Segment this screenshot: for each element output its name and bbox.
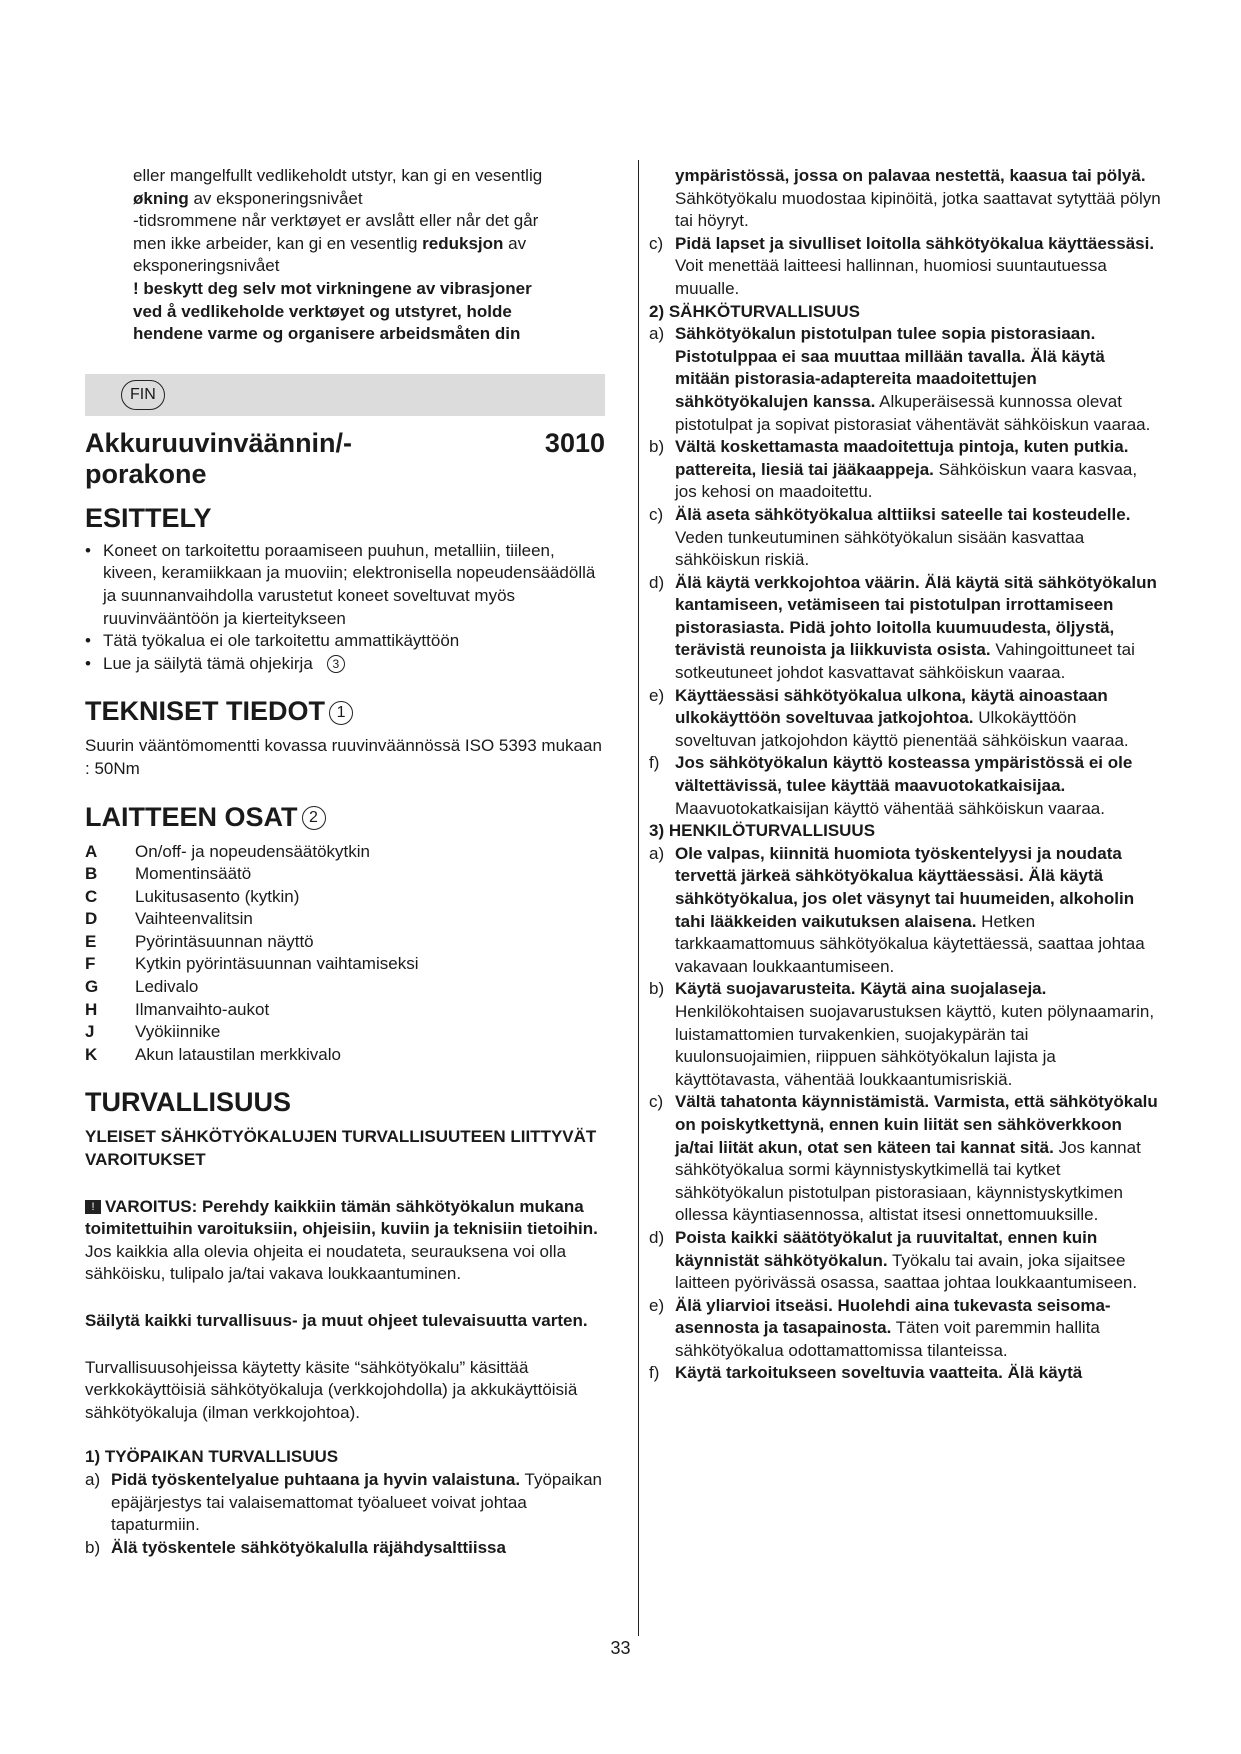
item-rest: Maavuotokatkaisijan käyttö vähentää sähköiskun vaaraa.: [675, 798, 1105, 818]
part-text: Ledivalo: [135, 977, 199, 997]
esittely-heading: ESITTELY: [85, 502, 212, 533]
product-title-row: [85, 428, 605, 490]
vibration-warning-line: ! beskytt deg selv mot virkningene av vibrasjoner: [133, 278, 532, 298]
item-label: f): [649, 753, 660, 773]
osat-heading: [85, 801, 605, 833]
item-bold: Käytä suojavarusteita. Käytä aina suojalaseja.: [675, 979, 1047, 999]
intro-bold: reduksjon: [422, 233, 504, 253]
item-bold: Vältä tahatonta käynnistämistä. Varmista, että sähkötyökalu on poiskytkettynä, ennen kuin liität sen sähköverkkoon ja/tai liität akun, otat sen käteen tai kannat sitä.: [675, 1092, 1158, 1157]
figure-ref-1: 1: [329, 701, 353, 725]
column-divider: [638, 160, 639, 1636]
item-text: [675, 572, 1161, 685]
part-letter: H: [85, 999, 98, 1019]
intro-line: [133, 210, 605, 233]
item-label: c): [649, 1092, 664, 1112]
item-rest: Sähköiskun vaara kasvaa, jos kehosi on maadoitettu.: [675, 459, 1138, 502]
part-row: [85, 886, 605, 909]
intro-bold: økning: [133, 188, 189, 208]
list-item-text: Lue ja säilytä tämä ohjekirja: [103, 653, 313, 673]
intro-text: eksponeringsnivået: [133, 256, 280, 276]
item-rest: Voit menettää laitteesi hallinnan, huomiosi suuntautuessa muualle.: [675, 256, 1107, 298]
part-text: Vaihteenvalitsin: [135, 909, 253, 929]
item-label: d): [649, 1227, 665, 1247]
item-label: f): [649, 1363, 660, 1383]
item-text: [675, 165, 1161, 233]
item-bold: Älä työskentele sähkötyökalulla räjähdysalttiissa: [111, 1537, 506, 1557]
item-rest: Henkilökohtaisen suojavarustuksen käyttö, kuten pölynaamarin, luistamattomien turvakenkien, suojakypärän tai kuulonsuojaimien, riippuen sähkötyökalun lajista ja käyttötavasta, vähentää loukkaantumisriskiä.: [675, 1001, 1155, 1089]
varoitus-text: Jos kaikkia alla olevia ohjeita ei noudateta, seurauksena voi olla sähköisku, tulipalo ja/tai vakava loukkaantuminen.: [85, 1241, 567, 1284]
item-text: [675, 1295, 1161, 1363]
part-letter: K: [85, 1044, 98, 1064]
item-rest: Vahingoittuneet tai sotkeutuneet johdot kasvattavat sähköiskun vaaraa.: [675, 640, 1135, 683]
list-item: [649, 685, 1161, 753]
item-bold: Käyttäessäsi sähkötyökalua ulkona, käytä ainoastaan ulkokäyttöön soveltuvaa jatkojohtoa.: [675, 685, 1108, 728]
part-letter: C: [85, 886, 98, 906]
part-row: [85, 863, 605, 886]
part-text: Akun lataustilan merkkivalo: [135, 1044, 341, 1064]
part-letter: A: [85, 841, 98, 861]
item-bold: Älä yliarvioi itseäsi. Huolehdi aina tukevasta seisoma-asennosta ja tasapainosta.: [675, 1295, 1111, 1338]
part-row: [85, 976, 605, 999]
part-text: Kytkin pyörintäsuunnan vaihtamiseksi: [135, 954, 419, 974]
item-bold: Poista kaikki säätötyökalut ja ruuvitaltat, ennen kuin käynnistät sähkötyökalun.: [675, 1227, 1098, 1270]
item-text: [111, 1537, 605, 1560]
item-label: b): [649, 979, 665, 999]
intro-text: av eksponeringsnivået: [188, 188, 363, 208]
item-label: a): [649, 843, 665, 863]
item-rest: Hetken tarkkaamattomuus sähkötyökalua käytettäessä, saattaa johtaa vakavaan loukkaantumiseen.: [675, 911, 1145, 976]
model-number: 3010: [544, 427, 605, 458]
part-letter: J: [85, 1022, 95, 1042]
list-item: [649, 1295, 1161, 1363]
item-bold: Jos sähkötyökalun käyttö kosteassa ympäristössä ei ole vältettävissä, tulee käyttää maavuotokatkaisijaa.: [675, 753, 1133, 796]
intro-text: -tidsrommene når verktøyet er avslått eller når det går: [133, 211, 539, 231]
list-item: [649, 572, 1161, 685]
list-item: • Tätä työkalua ei ole tarkoitettu ammattikäyttöön: [85, 630, 605, 653]
part-row: [85, 908, 605, 931]
list-item: [649, 1091, 1161, 1227]
tekniset-text: Suurin vääntömomentti kovassa ruuvinväännössä ISO 5393 mukaan : 50Nm: [85, 736, 602, 778]
item-rest: Sähkötyökalu muodostaa kipinöitä, jotka saattavat sytyttää pölyn tai höyryt.: [675, 188, 1161, 231]
item-text: [675, 752, 1161, 820]
intro-line: [133, 233, 605, 256]
page-number: 33: [610, 1638, 631, 1658]
part-text: Ilmanvaihto-aukot: [135, 999, 270, 1019]
list-item: [85, 1469, 605, 1537]
part-row: [85, 931, 605, 954]
item-bold: Älä aseta sähkötyökalua alttiiksi sateelle tai kosteudelle.: [675, 504, 1131, 524]
vibration-warning-line: ved å vedlikeholde verktøyet og utstyret, holde: [133, 301, 512, 321]
item-text: [675, 685, 1161, 753]
part-row: [85, 1021, 605, 1044]
figure-ref-2: 2: [302, 806, 326, 830]
parts-list: [85, 841, 605, 1067]
intro-line: [133, 255, 605, 278]
esittely-list: [85, 540, 605, 676]
part-letter: G: [85, 977, 99, 997]
vibration-warning-line: hendene varme og organisere arbeidsmåten din: [133, 324, 521, 344]
item-rest: Alkuperäisessä kunnossa olevat pistotulpat ja sopivat pistorasiat vähentävät sähköiskun vaaraa.: [675, 391, 1151, 434]
section-3-title: 3) HENKILÖTURVALLISUUS: [649, 821, 876, 841]
list-item-continued: [649, 165, 1161, 233]
list-item: [649, 978, 1161, 1091]
part-text: On/off- ja nopeudensäätökytkin: [135, 841, 371, 861]
item-bold: Pidä työskentelyalue puhtaana ja hyvin valaistuna.: [111, 1469, 521, 1489]
item-bold: Ole valpas, kiinnitä huomiota työskentelyysi ja noudata tervettä järkeä sähkötyökalua käyttäessäsi. Älä käytä sähkötyökalua, jos olet väsynyt tai huumeiden, alkoholin tahi lääkkeiden vaikutuksen alaisena.: [675, 843, 1135, 931]
intro-text: men ikke arbeider, kan gi en vesentlig: [133, 233, 423, 253]
list-item: • Koneet on tarkoitettu poraamiseen puuhun, metalliin, tiileen, kiveen, keramiikkaan ja muoviin; elektronisella nopeudensäädöllä ja suunnanvaihdolla varustetut koneet soveltuvat myös ruuvinvääntöön ja kierteitykseen: [85, 540, 605, 630]
intro-block: [85, 165, 605, 346]
list-item: [649, 436, 1161, 504]
item-label: e): [649, 1295, 665, 1315]
part-row: [85, 953, 605, 976]
item-label: c): [649, 504, 664, 524]
list-item: [649, 504, 1161, 572]
item-rest: Työkalu tai avain, joka sijaitsee laitteen pyörivässä osassa, saattaa johtaa loukkaantumiseen.: [675, 1250, 1138, 1293]
item-rest: Täten voit paremmin hallita sähkötyökalua odottamattomissa tilanteissa.: [675, 1318, 1100, 1360]
item-bold: ympäristössä, jossa on palavaa nestettä, kaasua tai pölyä.: [675, 166, 1146, 185]
item-rest: Jos kannat sähkötyökalua sormi käynnistyskytkimellä tai kytket sähkötyökalun pistotulpan pistorasiaan, käynnistyskytkimen ollessa käyntiasennossa, altistat itsesi onnettomuuksille.: [675, 1137, 1141, 1225]
section-2-title: 2) SÄHKÖTURVALLISUUS: [649, 301, 860, 321]
language-bar: [85, 374, 605, 416]
intro-text: eller mangelfullt vedlikeholdt utstyr, kan gi en vesentlig: [133, 166, 543, 185]
part-row: [85, 999, 605, 1022]
item-text: [675, 1227, 1161, 1295]
part-text: Vyökiinnike: [135, 1022, 221, 1042]
item-text: [675, 504, 1161, 572]
heading-text: LAITTEEN OSAT: [85, 801, 298, 832]
part-text: Momentinsäätö: [135, 864, 252, 884]
product-title-line: porakone: [85, 458, 207, 489]
item-label: [649, 165, 675, 233]
item-bold: Käytä tarkoitukseen soveltuvia vaatteita. Älä käytä: [675, 1363, 1083, 1383]
heading-text: TEKNISET TIEDOT: [85, 696, 326, 727]
part-text: Lukitusasento (kytkin): [135, 886, 300, 906]
item-label: a): [85, 1469, 101, 1489]
part-letter: E: [85, 931, 97, 951]
item-rest: Työpaikan epäjärjestys tai valaisemattomat työalueet voivat johtaa tapaturmiin.: [111, 1469, 603, 1535]
item-bold: Pidä lapset ja sivulliset loitolla sähkötyökalua käyttäessäsi.: [675, 233, 1155, 253]
item-label: b): [649, 437, 665, 457]
product-title: [85, 428, 352, 490]
part-row: [85, 1044, 605, 1067]
left-column: [85, 165, 605, 1559]
list-item: [85, 1537, 605, 1560]
item-text: [675, 1362, 1161, 1385]
list-item: [649, 323, 1161, 436]
save-instructions: Säilytä kaikki turvallisuus- ja muut ohjeet tulevaisuutta varten.: [85, 1311, 588, 1330]
right-column: [649, 165, 1161, 1385]
item-text: [675, 978, 1161, 1091]
item-text: [675, 1091, 1161, 1227]
list-item: [85, 653, 605, 676]
item-text: [675, 843, 1161, 979]
varoitus-bold: VAROITUS: Perehdy kaikkiin tämän sähkötyökalun mukana toimitettuihin varoituksiin, ohjeisiin, kuviin ja teknisiin tietoihin.: [85, 1196, 598, 1239]
part-text: Pyörintäsuunnan näyttö: [135, 931, 314, 951]
general-warnings-heading: YLEISET SÄHKÖTYÖKALUJEN TURVALLISUUTEEN LIITTYVÄT VAROITUKSET: [85, 1127, 597, 1170]
turvallisuus-heading: TURVALLISUUS: [85, 1087, 292, 1118]
item-label: a): [649, 324, 665, 344]
tekniset-heading: [85, 695, 605, 727]
item-label: b): [85, 1537, 101, 1557]
item-text: [675, 436, 1161, 504]
list-item: [649, 1227, 1161, 1295]
part-letter: D: [85, 909, 98, 929]
list-item: [649, 843, 1161, 979]
intro-text: av: [503, 233, 527, 253]
definition-paragraph: Turvallisuusohjeissa käytetty käsite “sähkötyökalu” käsittää verkkokäyttöisiä sähkötyökaluja (verkkojohdolla) ja akkukäyttöisiä sähkötyökaluja (ilman verkkojohtoa).: [85, 1357, 578, 1422]
item-rest: Ulkokäyttöön soveltuvan jatkojohdon käyttö pienentää sähköiskun vaaraa.: [675, 708, 1129, 750]
language-badge: FIN: [121, 380, 165, 410]
warning-icon: !: [85, 1200, 101, 1214]
item-label: d): [649, 572, 665, 592]
section-1-title: 1) TYÖPAIKAN TURVALLISUUS: [85, 1447, 339, 1467]
item-text: [675, 323, 1161, 436]
list-item: [649, 233, 1161, 301]
list-item: [649, 1362, 1161, 1385]
item-bold: Sähkötyökalun pistotulpan tulee sopia pistorasiaan. Pistotulppaa ei saa muuttaa millään tavalla. Älä käytä mitään pistorasia-adaptereita maadoitettujen sähkötyökalujen kanssa.: [675, 324, 1105, 411]
item-bold: Vältä koskettamasta maadoitettuja pintoja, kuten putkia. pattereita, liesiä tai jääkaappeja.: [675, 437, 1129, 479]
item-bold: Älä käytä verkkojohtoa väärin. Älä käytä sitä sähkötyökalun kantamiseen, vetämiseen tai pistotulpan irrottamiseen pistorasiasta. Pidä johto loitolla kuumuudesta, öljystä, terävistä reunoista ja liikkuvista osista.: [675, 572, 1157, 660]
intro-line: [133, 188, 605, 211]
item-label: e): [649, 685, 665, 705]
item-rest: Veden tunkeutuminen sähkötyökalun sisään kasvattaa sähköiskun riskiä.: [675, 527, 1085, 570]
list-item: [649, 752, 1161, 820]
intro-line: [133, 165, 605, 188]
varoitus-paragraph: [85, 1196, 605, 1286]
item-text: [675, 233, 1161, 301]
figure-ref-3: 3: [327, 655, 345, 673]
part-letter: F: [85, 954, 96, 974]
item-text: [111, 1469, 605, 1537]
part-row: [85, 841, 605, 864]
part-letter: B: [85, 864, 98, 884]
item-label: c): [649, 233, 664, 253]
product-title-line: Akkuruuvinväännin/-: [85, 427, 353, 458]
